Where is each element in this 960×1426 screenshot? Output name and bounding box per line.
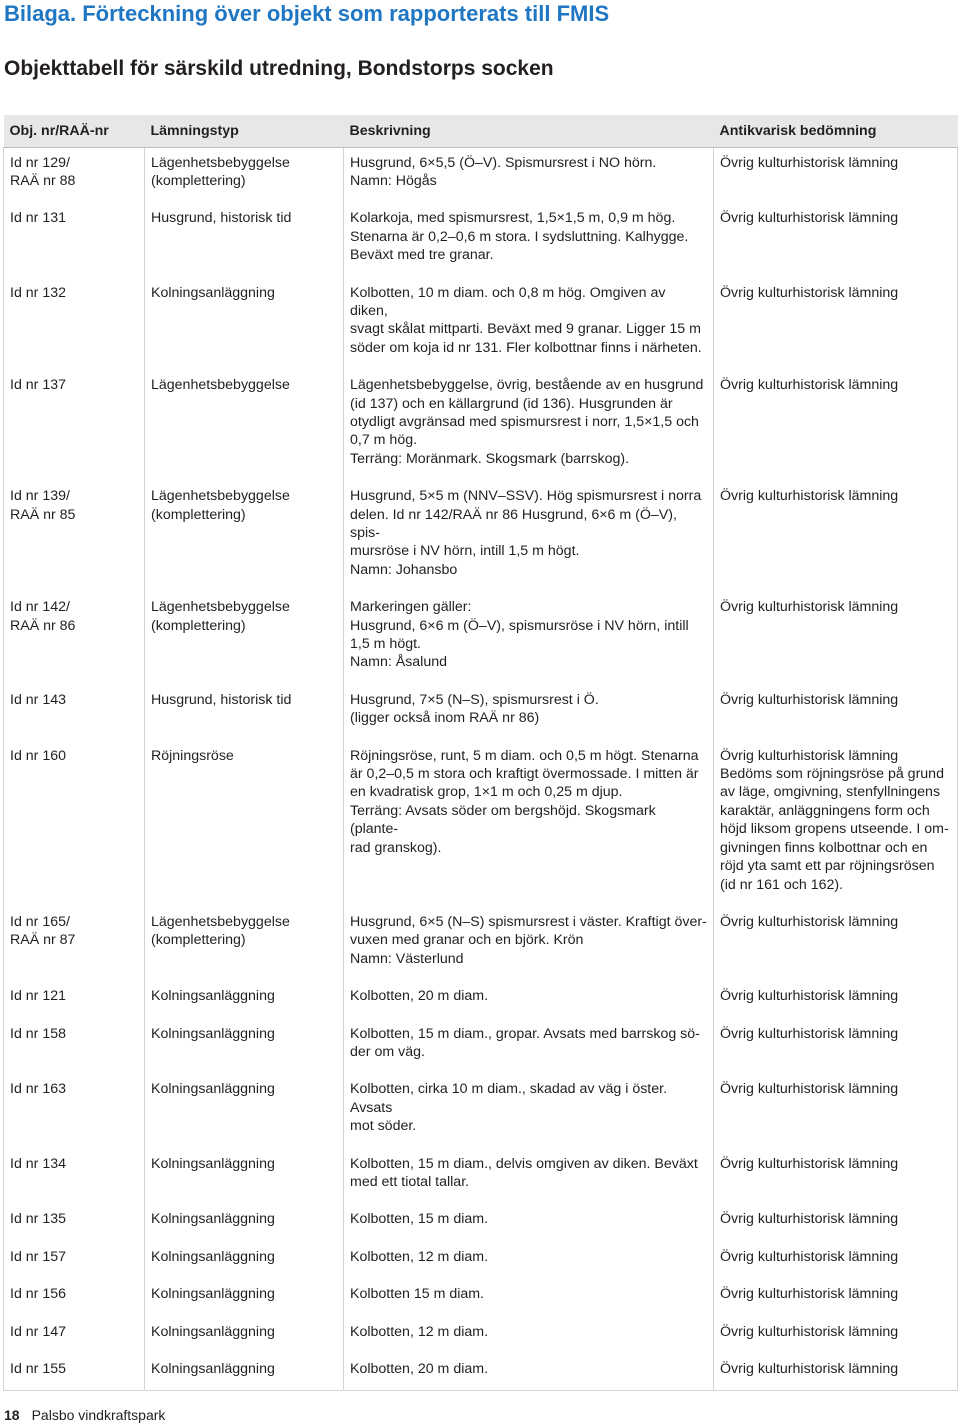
description-cell: Kolbotten, 20 m diam.	[344, 981, 714, 1018]
object-number-cell: Id nr 131	[4, 203, 145, 277]
table-row	[4, 203, 958, 277]
document-title: Bilaga. Förteckning över objekt som rapporterats till FMIS	[4, 1, 610, 26]
assessment-cell: Övrig kulturhistorisk lämning	[714, 481, 958, 592]
object-number-cell: Id nr 142/ RAÄ nr 86	[4, 592, 145, 685]
remains-type-cell: Lägenhetsbebyggelse (komplettering)	[145, 907, 344, 981]
description-cell: Kolbotten, 10 m diam. och 0,8 m hög. Omgiven av diken, svagt skålat mittparti. Beväxt med 9 granar. Ligger 15 m söder om koja id nr 131. Fler kolbottnar finns i närheten.	[344, 278, 714, 371]
table-row	[4, 1242, 958, 1279]
object-number-cell: Id nr 155	[4, 1354, 145, 1391]
page-number: 18	[4, 1407, 20, 1423]
table-row	[4, 981, 958, 1018]
description-cell: Kolbotten, 20 m diam.	[344, 1354, 714, 1391]
description-cell: Kolbotten, 15 m diam., gropar. Avsats med barrskog sö- der om väg.	[344, 1019, 714, 1075]
object-number-cell: Id nr 132	[4, 278, 145, 371]
object-number-cell: Id nr 157	[4, 1242, 145, 1279]
table-row	[4, 741, 958, 907]
assessment-cell: Övrig kulturhistorisk lämning	[714, 981, 958, 1018]
description-cell: Lägenhetsbebyggelse, övrig, bestående av en husgrund (id 137) och en källargrund (id 136). Husgrunden är otydligt avgränsad med spismursrest i norr, 1,5×1,5 och 0,7 m hög. Terräng: Moränmark. Skogsmark (barrskog).	[344, 370, 714, 481]
description-cell: Markeringen gäller: Husgrund, 6×6 m (Ö–V), spismursröse i NV hörn, intill 1,5 m högt. Namn: Åsalund	[344, 592, 714, 685]
assessment-cell: Övrig kulturhistorisk lämning	[714, 278, 958, 371]
table-row	[4, 370, 958, 481]
column-header-remains-type: Lämningstyp	[145, 115, 344, 147]
assessment-cell: Övrig kulturhistorisk lämning	[714, 370, 958, 481]
column-header-assessment: Antikvarisk bedömning	[714, 115, 958, 147]
table-row	[4, 1279, 958, 1316]
remains-type-cell: Kolningsanläggning	[145, 1317, 344, 1354]
description-cell: Husgrund, 5×5 m (NNV–SSV). Hög spismursrest i norra delen. Id nr 142/RAÄ nr 86 Husgrund, 6×6 m (Ö–V), spis- mursröse i NV hörn, intill 1,5 m högt. Namn: Johansbo	[344, 481, 714, 592]
description-cell: Kolbotten 15 m diam.	[344, 1279, 714, 1316]
table-row	[4, 907, 958, 981]
table-row	[4, 1019, 958, 1075]
table-header-row	[4, 115, 958, 147]
description-cell: Kolbotten, 15 m diam.	[344, 1204, 714, 1241]
remains-type-cell: Kolningsanläggning	[145, 278, 344, 371]
table-row	[4, 481, 958, 592]
assessment-cell: Övrig kulturhistorisk lämning	[714, 1019, 958, 1075]
column-header-object-number: Obj. nr/RAÄ-nr	[4, 115, 145, 147]
table-row	[4, 1149, 958, 1205]
object-number-cell: Id nr 137	[4, 370, 145, 481]
assessment-cell: Övrig kulturhistorisk lämning	[714, 147, 958, 203]
description-cell: Husgrund, 7×5 (N–S), spismursrest i Ö. (ligger också inom RAÄ nr 86)	[344, 685, 714, 741]
object-number-cell: Id nr 121	[4, 981, 145, 1018]
object-number-cell: Id nr 158	[4, 1019, 145, 1075]
assessment-cell: Övrig kulturhistorisk lämning	[714, 1317, 958, 1354]
remains-type-cell: Kolningsanläggning	[145, 1279, 344, 1316]
description-cell: Kolbotten, cirka 10 m diam., skadad av väg i öster. Avsats mot söder.	[344, 1074, 714, 1148]
remains-type-cell: Husgrund, historisk tid	[145, 203, 344, 277]
object-number-cell: Id nr 160	[4, 741, 145, 907]
remains-type-cell: Kolningsanläggning	[145, 1149, 344, 1205]
remains-type-cell: Lägenhetsbebyggelse (komplettering)	[145, 592, 344, 685]
description-cell: Kolarkoja, med spismursrest, 1,5×1,5 m, 0,9 m hög. Stenarna är 0,2–0,6 m stora. I sydsluttning. Kalhygge. Beväxt med tre granar.	[344, 203, 714, 277]
object-number-cell: Id nr 139/ RAÄ nr 85	[4, 481, 145, 592]
object-number-cell: Id nr 135	[4, 1204, 145, 1241]
assessment-cell: Övrig kulturhistorisk lämning	[714, 203, 958, 277]
description-cell: Röjningsröse, runt, 5 m diam. och 0,5 m högt. Stenarna är 0,2–0,5 m stora och kraftigt övermossade. I mitten är en kvadratisk grop, 1×1 m och 0,25 m djup. Terräng: Avsats söder om bergshöjd. Skogsmark (plante- rad granskog).	[344, 741, 714, 907]
assessment-cell: Övrig kulturhistorisk lämning	[714, 1204, 958, 1241]
table-header	[4, 115, 958, 147]
description-cell: Kolbotten, 12 m diam.	[344, 1317, 714, 1354]
description-cell: Husgrund, 6×5 (N–S) spismursrest i väster. Kraftigt över- vuxen med granar och en björk. Krön Namn: Västerlund	[344, 907, 714, 981]
assessment-cell: Övrig kulturhistorisk lämning	[714, 907, 958, 981]
table-row	[4, 1354, 958, 1391]
document-subtitle: Objekttabell för särskild utredning, Bondstorps socken	[4, 57, 554, 80]
description-cell: Husgrund, 6×5,5 (Ö–V). Spismursrest i NO hörn. Namn: Högås	[344, 147, 714, 203]
description-cell: Kolbotten, 12 m diam.	[344, 1242, 714, 1279]
remains-type-cell: Kolningsanläggning	[145, 1204, 344, 1241]
page-footer	[4, 1404, 165, 1426]
object-number-cell: Id nr 147	[4, 1317, 145, 1354]
remains-type-cell: Lägenhetsbebyggelse (komplettering)	[145, 147, 344, 203]
column-header-description: Beskrivning	[344, 115, 714, 147]
remains-type-cell: Röjningsröse	[145, 741, 344, 907]
object-number-cell: Id nr 143	[4, 685, 145, 741]
table-row	[4, 278, 958, 371]
assessment-cell: Övrig kulturhistorisk lämning	[714, 685, 958, 741]
table-row	[4, 1204, 958, 1241]
assessment-cell: Övrig kulturhistorisk lämning Bedöms som röjningsröse på grund av läge, omgivning, stenfyllningens karaktär, anläggningens form och höjd liksom gropens utseende. I om- givningen finns kolbottnar och en röjd yta samt ett par röjningsrösen (id nr 161 och 162).	[714, 741, 958, 907]
object-table	[3, 115, 958, 1391]
assessment-cell: Övrig kulturhistorisk lämning	[714, 1279, 958, 1316]
description-cell: Kolbotten, 15 m diam., delvis omgiven av diken. Beväxt med ett tiotal tallar.	[344, 1149, 714, 1205]
remains-type-cell: Kolningsanläggning	[145, 1242, 344, 1279]
object-number-cell: Id nr 156	[4, 1279, 145, 1316]
publication-name: Palsbo vindkraftspark	[31, 1407, 166, 1423]
table-row	[4, 147, 958, 203]
table-row	[4, 592, 958, 685]
remains-type-cell: Kolningsanläggning	[145, 1019, 344, 1075]
object-number-cell: Id nr 129/ RAÄ nr 88	[4, 147, 145, 203]
remains-type-cell: Husgrund, historisk tid	[145, 685, 344, 741]
remains-type-cell: Kolningsanläggning	[145, 1074, 344, 1148]
object-number-cell: Id nr 163	[4, 1074, 145, 1148]
assessment-cell: Övrig kulturhistorisk lämning	[714, 1149, 958, 1205]
remains-type-cell: Kolningsanläggning	[145, 1354, 344, 1391]
assessment-cell: Övrig kulturhistorisk lämning	[714, 1242, 958, 1279]
assessment-cell: Övrig kulturhistorisk lämning	[714, 592, 958, 685]
remains-type-cell: Lägenhetsbebyggelse (komplettering)	[145, 481, 344, 592]
table-row	[4, 685, 958, 741]
remains-type-cell: Lägenhetsbebyggelse	[145, 370, 344, 481]
table-row	[4, 1074, 958, 1148]
object-number-cell: Id nr 134	[4, 1149, 145, 1205]
assessment-cell: Övrig kulturhistorisk lämning	[714, 1354, 958, 1391]
table-row	[4, 1317, 958, 1354]
remains-type-cell: Kolningsanläggning	[145, 981, 344, 1018]
object-number-cell: Id nr 165/ RAÄ nr 87	[4, 907, 145, 981]
table-body	[4, 147, 958, 1391]
assessment-cell: Övrig kulturhistorisk lämning	[714, 1074, 958, 1148]
